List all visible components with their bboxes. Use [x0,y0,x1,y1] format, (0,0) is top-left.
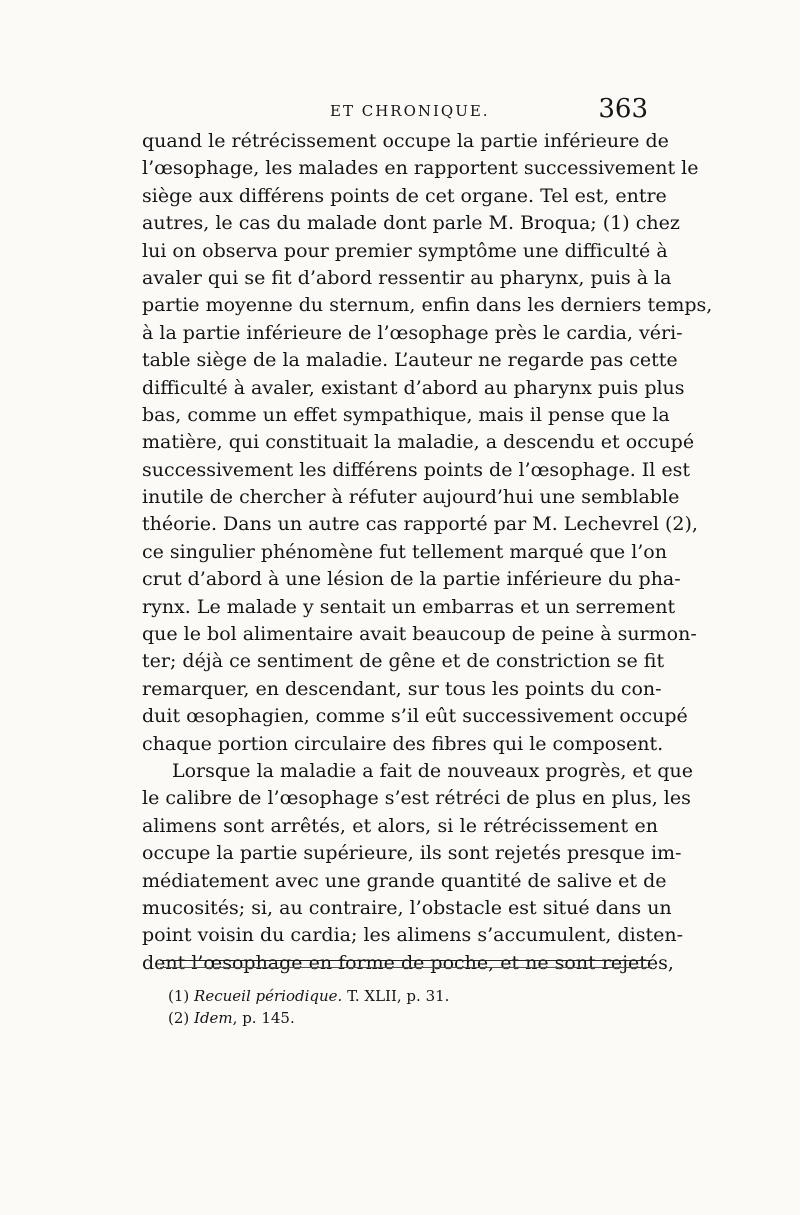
text-line: à la partie inférieure de l’œsophage près le cardia, véri- [142,321,683,344]
footnote-2-number: (2) [168,1009,190,1027]
text-line: ter; déjà ce sentiment de gêne et de constriction se fit [142,650,665,673]
text-line: Lorsque la maladie a fait de nouveaux progrès, et que [172,759,693,782]
text-line: crut d’abord à une lésion de la partie inférieure du pha- [142,568,681,591]
footnote-1 [168,985,449,1007]
text-line: siège aux différens points de cet organe. Tel est, entre [142,184,667,207]
text-line: successivement les différens points de l’œsophage. Il est [142,458,691,481]
text-line: bas, comme un effet sympathique, mais il pense que la [142,403,670,426]
footnotes [168,985,449,1029]
footnote-1-number: (1) [168,987,190,1005]
footnote-rule [160,960,652,961]
footnote-rule-secondary [160,967,652,968]
page-header [0,94,800,128]
text-line: quand le rétrécissement occupe la partie inférieure de [142,130,669,152]
footnote-2 [168,1007,449,1029]
footnote-2-reference: , p. 145. [232,1009,295,1027]
page-number: 363 [598,94,648,124]
text-line: inutile de chercher à réfuter aujourd’hui une semblable [142,486,680,509]
text-line: avaler qui se fit d’abord ressentir au pharynx, puis à la [142,266,672,289]
footnote-2-title: Idem [194,1009,233,1027]
text-line: ce singulier phénomène fut tellement marqué que l’on [142,540,667,563]
text-line: que le bol alimentaire avait beaucoup de peine à surmon- [142,623,697,646]
footnote-1-reference: T. XLII, p. 31. [342,987,450,1005]
text-line: occupe la partie supérieure, ils sont rejetés presque im- [142,842,682,865]
text-line: alimens sont arrêtés, et alors, si le rétrécissement en [142,814,658,837]
text-line: point voisin du cardia; les alimens s’accumulent, disten- [142,924,684,947]
running-head: ET CHRONIQUE. [330,102,490,120]
text-line: partie moyenne du sternum, enfin dans les derniers temps, [142,294,713,317]
text-line: table siège de la maladie. L’auteur ne regarde pas cette [142,349,678,372]
text-line: autres, le cas du malade dont parle M. Broqua; (1) chez [142,212,680,235]
text-line: chaque portion circulaire des fibres qui le composent. [142,732,664,755]
footnote-1-title: Recueil périodique. [194,987,343,1005]
body-text [142,128,713,977]
text-line: médiatement avec une grande quantité de salive et de [142,869,667,892]
text-line: le calibre de l’œsophage s’est rétréci de plus en plus, les [142,787,691,810]
text-line: mucosités; si, au contraire, l’obstacle est situé dans un [142,896,672,919]
text-line: difficulté à avaler, existant d’abord au pharynx puis plus [142,376,685,399]
text-line: matière, qui constituait la maladie, a descendu et occupé [142,431,695,454]
text-line: dent l’œsophage en forme de poche, et ne sont rejetés, [142,951,674,974]
text-line: rynx. Le malade y sentait un embarras et un serrement [142,595,676,618]
text-line: théorie. Dans un autre cas rapporté par M. Lechevrel (2), [142,513,698,536]
text-line: remarquer, en descendant, sur tous les points du con- [142,677,662,700]
text-line: l’œsophage, les malades en rapportent successivement le [142,157,699,180]
text-line: lui on observa pour premier symptôme une difficulté à [142,239,668,262]
text-line: duit œsophagien, comme s’il eût successivement occupé [142,705,688,728]
